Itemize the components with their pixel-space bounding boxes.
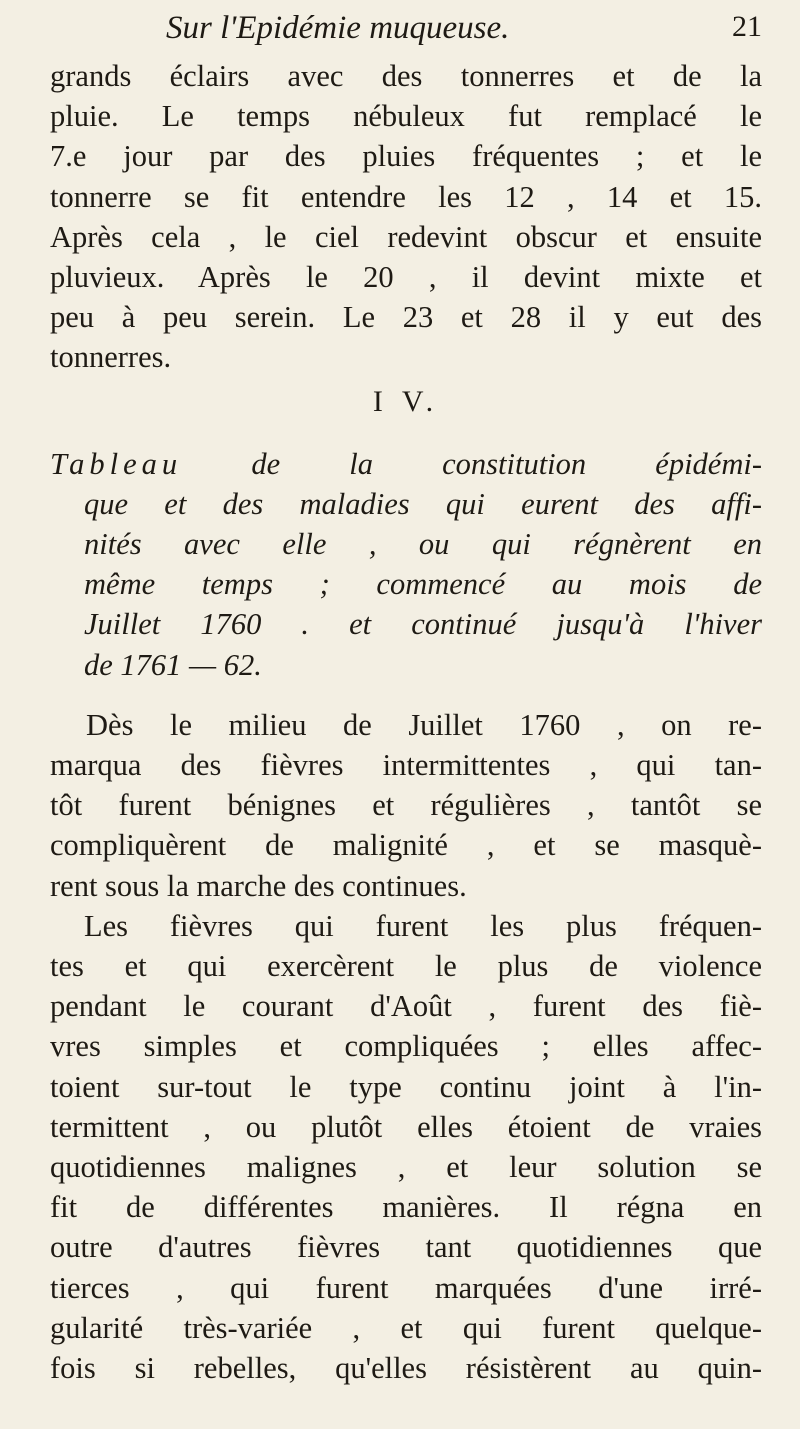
heading-line <box>50 444 762 484</box>
text-line: gularité très-variée , et qui furent quelque- <box>50 1310 762 1345</box>
paragraph-july <box>50 705 762 906</box>
text-line: toient sur-tout le type continu joint à l'in- <box>50 1069 762 1104</box>
heading-lead-word: Tableau <box>50 446 183 481</box>
text-line: Dès le milieu de Juillet 1760 , on re- <box>86 707 762 742</box>
heading-line: de 1761 — 62. <box>84 647 262 682</box>
text-line: quotidiennes malignes , et leur solution se <box>50 1150 762 1185</box>
text-line: pendant le courant d'Août , furent des fiè- <box>50 989 762 1024</box>
text-line: rent sous la marche des continues. <box>50 868 467 903</box>
heading-line: Juillet 1760 . et continué jusqu'à l'hiver <box>84 607 762 642</box>
text-line: tierces , qui furent marquées d'une irré- <box>50 1270 762 1305</box>
text-line: marqua des fièvres intermittentes , qui tan- <box>50 748 762 783</box>
text-line: tôt furent bénignes et régulières , tantôt se <box>50 788 762 823</box>
section-heading <box>50 444 762 685</box>
text-line: fit de différentes manières. Il régna en <box>50 1190 762 1225</box>
text-line: pluie. Le temps nébuleux fut remplacé le <box>50 99 762 134</box>
running-head <box>50 10 762 56</box>
text-line: pluvieux. Après le 20 , il devint mixte et <box>50 260 762 295</box>
text-line: tes et qui exercèrent le plus de violence <box>50 949 762 984</box>
text-line: peu à peu serein. Le 23 et 28 il y eut des <box>50 300 762 335</box>
section-number: I V. <box>372 384 440 418</box>
text-line: tonnerre se fit entendre les 12 , 14 et 15. <box>50 179 762 214</box>
text-line: Après cela , le ciel redevint obscur et ensuite <box>50 219 762 254</box>
heading-line: même temps ; commencé au mois de <box>84 567 762 602</box>
page-number: 21 <box>732 10 762 43</box>
text-line: 7.e jour par des pluies fréquentes ; et le <box>50 139 762 174</box>
text-line: Les fièvres qui furent les plus fréquen- <box>84 908 762 943</box>
paragraph-weather <box>50 56 762 378</box>
text-line: tonnerres. <box>50 340 172 375</box>
heading-line: que et des maladies qui eurent des affi- <box>84 486 762 521</box>
text-line: fois si rebelles, qu'elles résistèrent au quin- <box>50 1351 762 1386</box>
text-line: termittent , ou plutôt elles étoient de vraies <box>50 1109 762 1144</box>
heading-line: nités avec elle , ou qui régnèrent en <box>84 527 762 562</box>
running-head-title: Sur l'Epidémie muqueuse. <box>166 10 510 46</box>
heading-text: de la constitution épidémi- <box>182 446 762 481</box>
text-line: outre d'autres fièvres tant quotidiennes que <box>50 1230 762 1265</box>
text-line: vres simples et compliquées ; elles affec- <box>50 1029 762 1064</box>
paragraph-august <box>50 906 762 1388</box>
text-line: grands éclairs avec des tonnerres et de la <box>50 59 762 93</box>
text-line: compliquèrent de malignité , et se masquè- <box>50 828 762 863</box>
